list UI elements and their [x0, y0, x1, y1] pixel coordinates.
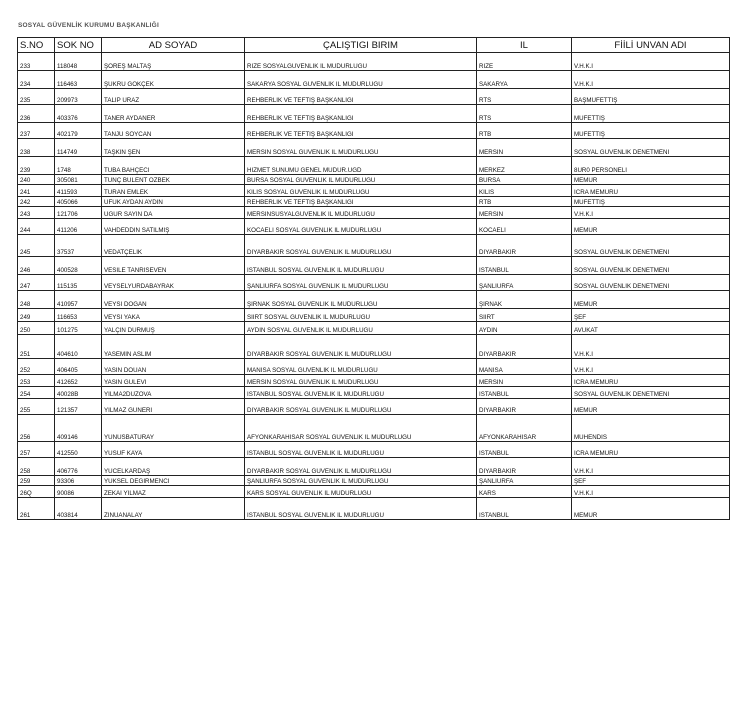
cell-sok-no: 403814	[55, 498, 102, 520]
table-row	[18, 157, 730, 175]
cell-sok-no: 101275	[55, 322, 102, 335]
cell-ad-soyad: YILMAZ GUNERI	[102, 399, 245, 415]
cell-sno: 251	[18, 335, 55, 359]
cell-ad-soyad: TANER AYDANER	[102, 105, 245, 123]
cell-birim: ŞIRNAK SOSYAL GUVENLIK IL MUDURLUGU	[245, 291, 477, 309]
cell-birim: BURSA SOSYAL GUVENLIK IL MUDURLUGU	[245, 175, 477, 185]
cell-ad-soyad: YASIN GULEVI	[102, 375, 245, 387]
table-row	[18, 207, 730, 219]
cell-il: DIYARBAKIR	[477, 458, 572, 476]
cell-sok-no: 411593	[55, 185, 102, 197]
cell-il: ŞANLIURFA	[477, 476, 572, 486]
cell-birim: DIYARBAKIR SOSYAL GUVENLIK IL MUDURLUGU	[245, 235, 477, 257]
cell-unvan: V.H.K.I	[572, 458, 730, 476]
cell-sno: 250	[18, 322, 55, 335]
cell-il: KARS	[477, 486, 572, 498]
cell-birim: DIYARBAKIR SOSYAL GUVENLIK IL MUDURLUGU	[245, 335, 477, 359]
cell-ad-soyad: YASEMIN ASLIM	[102, 335, 245, 359]
cell-il: DIYARBAKIR	[477, 235, 572, 257]
cell-birim: KARS SOSYAL GUVENLIK IL MUDURLUGU	[245, 486, 477, 498]
table-row	[18, 486, 730, 498]
cell-unvan: V.H.K.I	[572, 335, 730, 359]
table-row	[18, 235, 730, 257]
table-body	[18, 53, 730, 520]
cell-birim: ISTANBUL SOSYAL GUVENLIK IL MUDURLUGU	[245, 442, 477, 458]
cell-il: RTB	[477, 123, 572, 139]
cell-il: MERSIN	[477, 375, 572, 387]
cell-unvan: SOSYAL GUVENLIK DENETMENI	[572, 387, 730, 399]
cell-birim: AFYONKARAHISAR SOSYAL GUVENLIK IL MUDURLUGU	[245, 415, 477, 442]
cell-birim: REHBERLIK VE TEFTIŞ BAŞKANLIGI	[245, 89, 477, 105]
table-row	[18, 291, 730, 309]
cell-ad-soyad: VEYSELYURDABAYRAK	[102, 275, 245, 291]
table-row	[18, 175, 730, 185]
cell-birim: ISTANBUL SOSYAL GUVENLIK IL MUDURLUGU	[245, 498, 477, 520]
cell-sno: 244	[18, 219, 55, 235]
cell-il: RIZE	[477, 53, 572, 71]
cell-ad-soyad: ŞOREŞ MALTAŞ	[102, 53, 245, 71]
table-header-row	[18, 38, 730, 53]
cell-sno: 246	[18, 257, 55, 275]
cell-sno: 240	[18, 175, 55, 185]
cell-unvan: SOSYAL GUVENLIK DENETMENI	[572, 257, 730, 275]
cell-sok-no: 114749	[55, 139, 102, 157]
cell-sno: 248	[18, 291, 55, 309]
cell-sno: 258	[18, 458, 55, 476]
cell-unvan: 8UR0 PERSONELI	[572, 157, 730, 175]
table-row	[18, 387, 730, 399]
cell-unvan: ICRA MEMURU	[572, 375, 730, 387]
cell-sno: 256	[18, 415, 55, 442]
cell-ad-soyad: VEDATÇELIK	[102, 235, 245, 257]
table-row	[18, 89, 730, 105]
cell-il: MERSIN	[477, 207, 572, 219]
cell-sok-no: 115135	[55, 275, 102, 291]
cell-ad-soyad: TALIP URAZ	[102, 89, 245, 105]
cell-ad-soyad: UGUR SAYIN DA	[102, 207, 245, 219]
cell-il: DIYARBAKIR	[477, 335, 572, 359]
cell-unvan: MEMUR	[572, 291, 730, 309]
cell-sok-no: 406405	[55, 359, 102, 375]
cell-unvan: MEMUR	[572, 399, 730, 415]
cell-unvan: MUFETTIŞ	[572, 123, 730, 139]
table-row	[18, 375, 730, 387]
cell-sno: 237	[18, 123, 55, 139]
cell-sok-no: 410957	[55, 291, 102, 309]
cell-sno: 259	[18, 476, 55, 486]
cell-sok-no: 209973	[55, 89, 102, 105]
cell-ad-soyad: VESILE TANRISEVEN	[102, 257, 245, 275]
cell-il: MERKEZ	[477, 157, 572, 175]
cell-sno: 253	[18, 375, 55, 387]
table-row	[18, 71, 730, 89]
cell-sno: 261	[18, 498, 55, 520]
cell-unvan: V.H.K.I	[572, 53, 730, 71]
cell-birim: MERSIN SOSYAL GUVENLIK IL MUDURLUGU	[245, 139, 477, 157]
header-ad-soyad: AD SOYAD	[102, 38, 245, 53]
cell-birim: ŞANLIURFA SOSYAL GUVENLIK IL MUDURLUGU	[245, 275, 477, 291]
cell-ad-soyad: TUBA BAHÇECI	[102, 157, 245, 175]
cell-il: KILIS	[477, 185, 572, 197]
cell-sok-no: 404610	[55, 335, 102, 359]
cell-birim: HIZMET SUNUMU GENEL MUDUR.UGD	[245, 157, 477, 175]
table-row	[18, 105, 730, 123]
cell-sok-no: 116463	[55, 71, 102, 89]
cell-sok-no: 121357	[55, 399, 102, 415]
cell-il: RTS	[477, 89, 572, 105]
cell-sno: 245	[18, 235, 55, 257]
cell-il: KOCAELI	[477, 219, 572, 235]
cell-birim: ISTANBUL SOSYAL GUVENLIK IL MUDURLUGU	[245, 387, 477, 399]
cell-ad-soyad: YILMA2DUZOVA	[102, 387, 245, 399]
cell-birim: DIYARBAKIR SOSYAL GUVENLIK IL MUDURLUGU	[245, 458, 477, 476]
cell-ad-soyad: ŞUKRU GOKÇEK	[102, 71, 245, 89]
table-row	[18, 335, 730, 359]
cell-il: ISTANBUL	[477, 257, 572, 275]
cell-il: MERSIN	[477, 139, 572, 157]
cell-sok-no: 90086	[55, 486, 102, 498]
cell-sok-no: 305081	[55, 175, 102, 185]
cell-unvan: SOSYAL GUVENLIK DENETMENI	[572, 139, 730, 157]
cell-birim: AYDIN SOSYAL GUVENLIK IL MUDURLUGU	[245, 322, 477, 335]
cell-unvan: MUHENDIS	[572, 415, 730, 442]
cell-il: ISTANBUL	[477, 387, 572, 399]
table-row	[18, 359, 730, 375]
cell-il: MANISA	[477, 359, 572, 375]
cell-sno: 26Q	[18, 486, 55, 498]
table-row	[18, 275, 730, 291]
cell-birim: REHBERLIK VE TEFTIŞ BAŞKANLIGI	[245, 105, 477, 123]
cell-il: BURSA	[477, 175, 572, 185]
cell-birim: MANISA SOSYAL GUVENLIK IL MUDURLUGU	[245, 359, 477, 375]
cell-birim: ISTANBUL SOSYAL GUVENLIK IL MUDURLUGU	[245, 257, 477, 275]
cell-ad-soyad: YUSUF KAYA	[102, 442, 245, 458]
cell-il: SIIRT	[477, 309, 572, 322]
cell-unvan: ŞEF	[572, 476, 730, 486]
cell-il: AYDIN	[477, 322, 572, 335]
cell-sok-no: 412652	[55, 375, 102, 387]
cell-ad-soyad: TANJU SOYCAN	[102, 123, 245, 139]
cell-birim: DIYARBAKIR SOSYAL GUVENLIK IL MUDURLUGU	[245, 399, 477, 415]
cell-unvan: V.H.K.I	[572, 486, 730, 498]
cell-unvan: AVUKAT	[572, 322, 730, 335]
cell-sok-no: 403376	[55, 105, 102, 123]
cell-unvan: MEMUR	[572, 175, 730, 185]
cell-il: ISTANBUL	[477, 442, 572, 458]
table-row	[18, 123, 730, 139]
cell-sno: 243	[18, 207, 55, 219]
table-row	[18, 399, 730, 415]
cell-sno: 242	[18, 197, 55, 207]
cell-birim: KOCAELI SOSYAL GUVENLIK IL MUDURLUGU	[245, 219, 477, 235]
cell-sok-no: 1748	[55, 157, 102, 175]
cell-sok-no: 412550	[55, 442, 102, 458]
cell-ad-soyad: VEYSI YAKA	[102, 309, 245, 322]
cell-unvan: ICRA MEMURU	[572, 442, 730, 458]
cell-il: RTB	[477, 197, 572, 207]
cell-unvan: V.H.K.I	[572, 207, 730, 219]
cell-ad-soyad: ZINUANALAY	[102, 498, 245, 520]
cell-ad-soyad: YUKSEL DEGIRMENCI	[102, 476, 245, 486]
cell-il: SAKARYA	[477, 71, 572, 89]
cell-birim: SAKARYA SOSYAL GUVENLIK IL MUDURLUGU	[245, 71, 477, 89]
cell-ad-soyad: VAHDEDDIN SATILMIŞ	[102, 219, 245, 235]
table-row	[18, 257, 730, 275]
cell-unvan: V.H.K.I	[572, 71, 730, 89]
cell-sok-no: 402179	[55, 123, 102, 139]
document-title: SOSYAL GÜVENLİK KURUMU BAŞKANLIĞI	[18, 22, 159, 29]
cell-birim: MERSIN SOSYAL GUVENLIK IL MUDURLUGU	[245, 375, 477, 387]
cell-il: ŞIRNAK	[477, 291, 572, 309]
cell-birim: REHBERLIK VE TEFTIŞ BAŞKANLIGI	[245, 123, 477, 139]
cell-unvan: MEMUR	[572, 498, 730, 520]
table-row	[18, 139, 730, 157]
cell-unvan: MUFETTIŞ	[572, 105, 730, 123]
header-unvan: FİİLİ UNVAN ADI	[572, 38, 730, 53]
header-il: IL	[477, 38, 572, 53]
cell-sno: 254	[18, 387, 55, 399]
table-row	[18, 197, 730, 207]
cell-sno: 252	[18, 359, 55, 375]
cell-sno: 249	[18, 309, 55, 322]
cell-unvan: MEMUR	[572, 219, 730, 235]
cell-sno: 236	[18, 105, 55, 123]
cell-sno: 257	[18, 442, 55, 458]
cell-sok-no: 118048	[55, 53, 102, 71]
table-row	[18, 498, 730, 520]
cell-unvan: MUFETTIŞ	[572, 197, 730, 207]
cell-il: RTS	[477, 105, 572, 123]
cell-unvan: BAŞMUFETTIŞ	[572, 89, 730, 105]
cell-sno: 255	[18, 399, 55, 415]
cell-unvan: ŞEF	[572, 309, 730, 322]
cell-sno: 233	[18, 53, 55, 71]
cell-birim: KILIS SOSYAL GUVENLIK IL MUDURLUGU	[245, 185, 477, 197]
table-row	[18, 415, 730, 442]
table-row	[18, 442, 730, 458]
personnel-table	[17, 37, 730, 520]
table-row	[18, 219, 730, 235]
cell-il: AFYONKARAHISAR	[477, 415, 572, 442]
table-row	[18, 309, 730, 322]
table-row	[18, 53, 730, 71]
cell-birim: MERSINSUSYALGUVENLIK IL MUDURLUGU	[245, 207, 477, 219]
cell-sok-no: 37537	[55, 235, 102, 257]
table-row	[18, 322, 730, 335]
cell-il: ISTANBUL	[477, 498, 572, 520]
cell-ad-soyad: VEYSI DOGAN	[102, 291, 245, 309]
cell-sno: 234	[18, 71, 55, 89]
header-sok-no: SOK NO	[55, 38, 102, 53]
cell-sok-no: 116653	[55, 309, 102, 322]
cell-ad-soyad: ZEKAI YILMAZ	[102, 486, 245, 498]
cell-sno: 239	[18, 157, 55, 175]
cell-sok-no: 40028B	[55, 387, 102, 399]
cell-birim: SIIRT SOSYAL GUVENLIK IL MUDURLUGU	[245, 309, 477, 322]
cell-sno: 247	[18, 275, 55, 291]
cell-sok-no: 405066	[55, 197, 102, 207]
cell-sok-no: 406776	[55, 458, 102, 476]
cell-sno: 238	[18, 139, 55, 157]
header-sno: S.NO	[18, 38, 55, 53]
cell-ad-soyad: UFUK AYDAN AYDIN	[102, 197, 245, 207]
cell-sok-no: 93306	[55, 476, 102, 486]
cell-ad-soyad: TURAN EMLEK	[102, 185, 245, 197]
table-row	[18, 185, 730, 197]
cell-ad-soyad: YALÇIN DURMUŞ	[102, 322, 245, 335]
cell-birim: REHBERLIK VE TEFTIŞ BAŞKANLIGI	[245, 197, 477, 207]
cell-birim: RIZE SOSYALGUVENLIK IL MUDURLUGU	[245, 53, 477, 71]
cell-il: ŞANLIURFA	[477, 275, 572, 291]
cell-sok-no: 411206	[55, 219, 102, 235]
cell-unvan: ICRA MEMURU	[572, 185, 730, 197]
table-row	[18, 458, 730, 476]
header-calistigi-birim: ÇALIŞTIGI BIRIM	[245, 38, 477, 53]
cell-sok-no: 409146	[55, 415, 102, 442]
table-row	[18, 476, 730, 486]
cell-ad-soyad: TUNÇ BULENT OZBEK	[102, 175, 245, 185]
cell-ad-soyad: YUNUSBATURAY	[102, 415, 245, 442]
cell-sno: 241	[18, 185, 55, 197]
cell-ad-soyad: YASIN DOUAN	[102, 359, 245, 375]
cell-birim: ŞANLIURFA SOSYAL GUVENLIK IL MUDURLUGU	[245, 476, 477, 486]
cell-ad-soyad: YUCELKARDAŞ	[102, 458, 245, 476]
cell-unvan: SOSYAL GUVENLIK DENETMENI	[572, 235, 730, 257]
cell-unvan: SOSYAL GUVENLIK DENETMENI	[572, 275, 730, 291]
cell-sok-no: 400528	[55, 257, 102, 275]
cell-il: DIYARBAKIR	[477, 399, 572, 415]
cell-ad-soyad: TAŞKIN ŞEN	[102, 139, 245, 157]
cell-sok-no: 121706	[55, 207, 102, 219]
cell-sno: 235	[18, 89, 55, 105]
cell-unvan: V.H.K.I	[572, 359, 730, 375]
